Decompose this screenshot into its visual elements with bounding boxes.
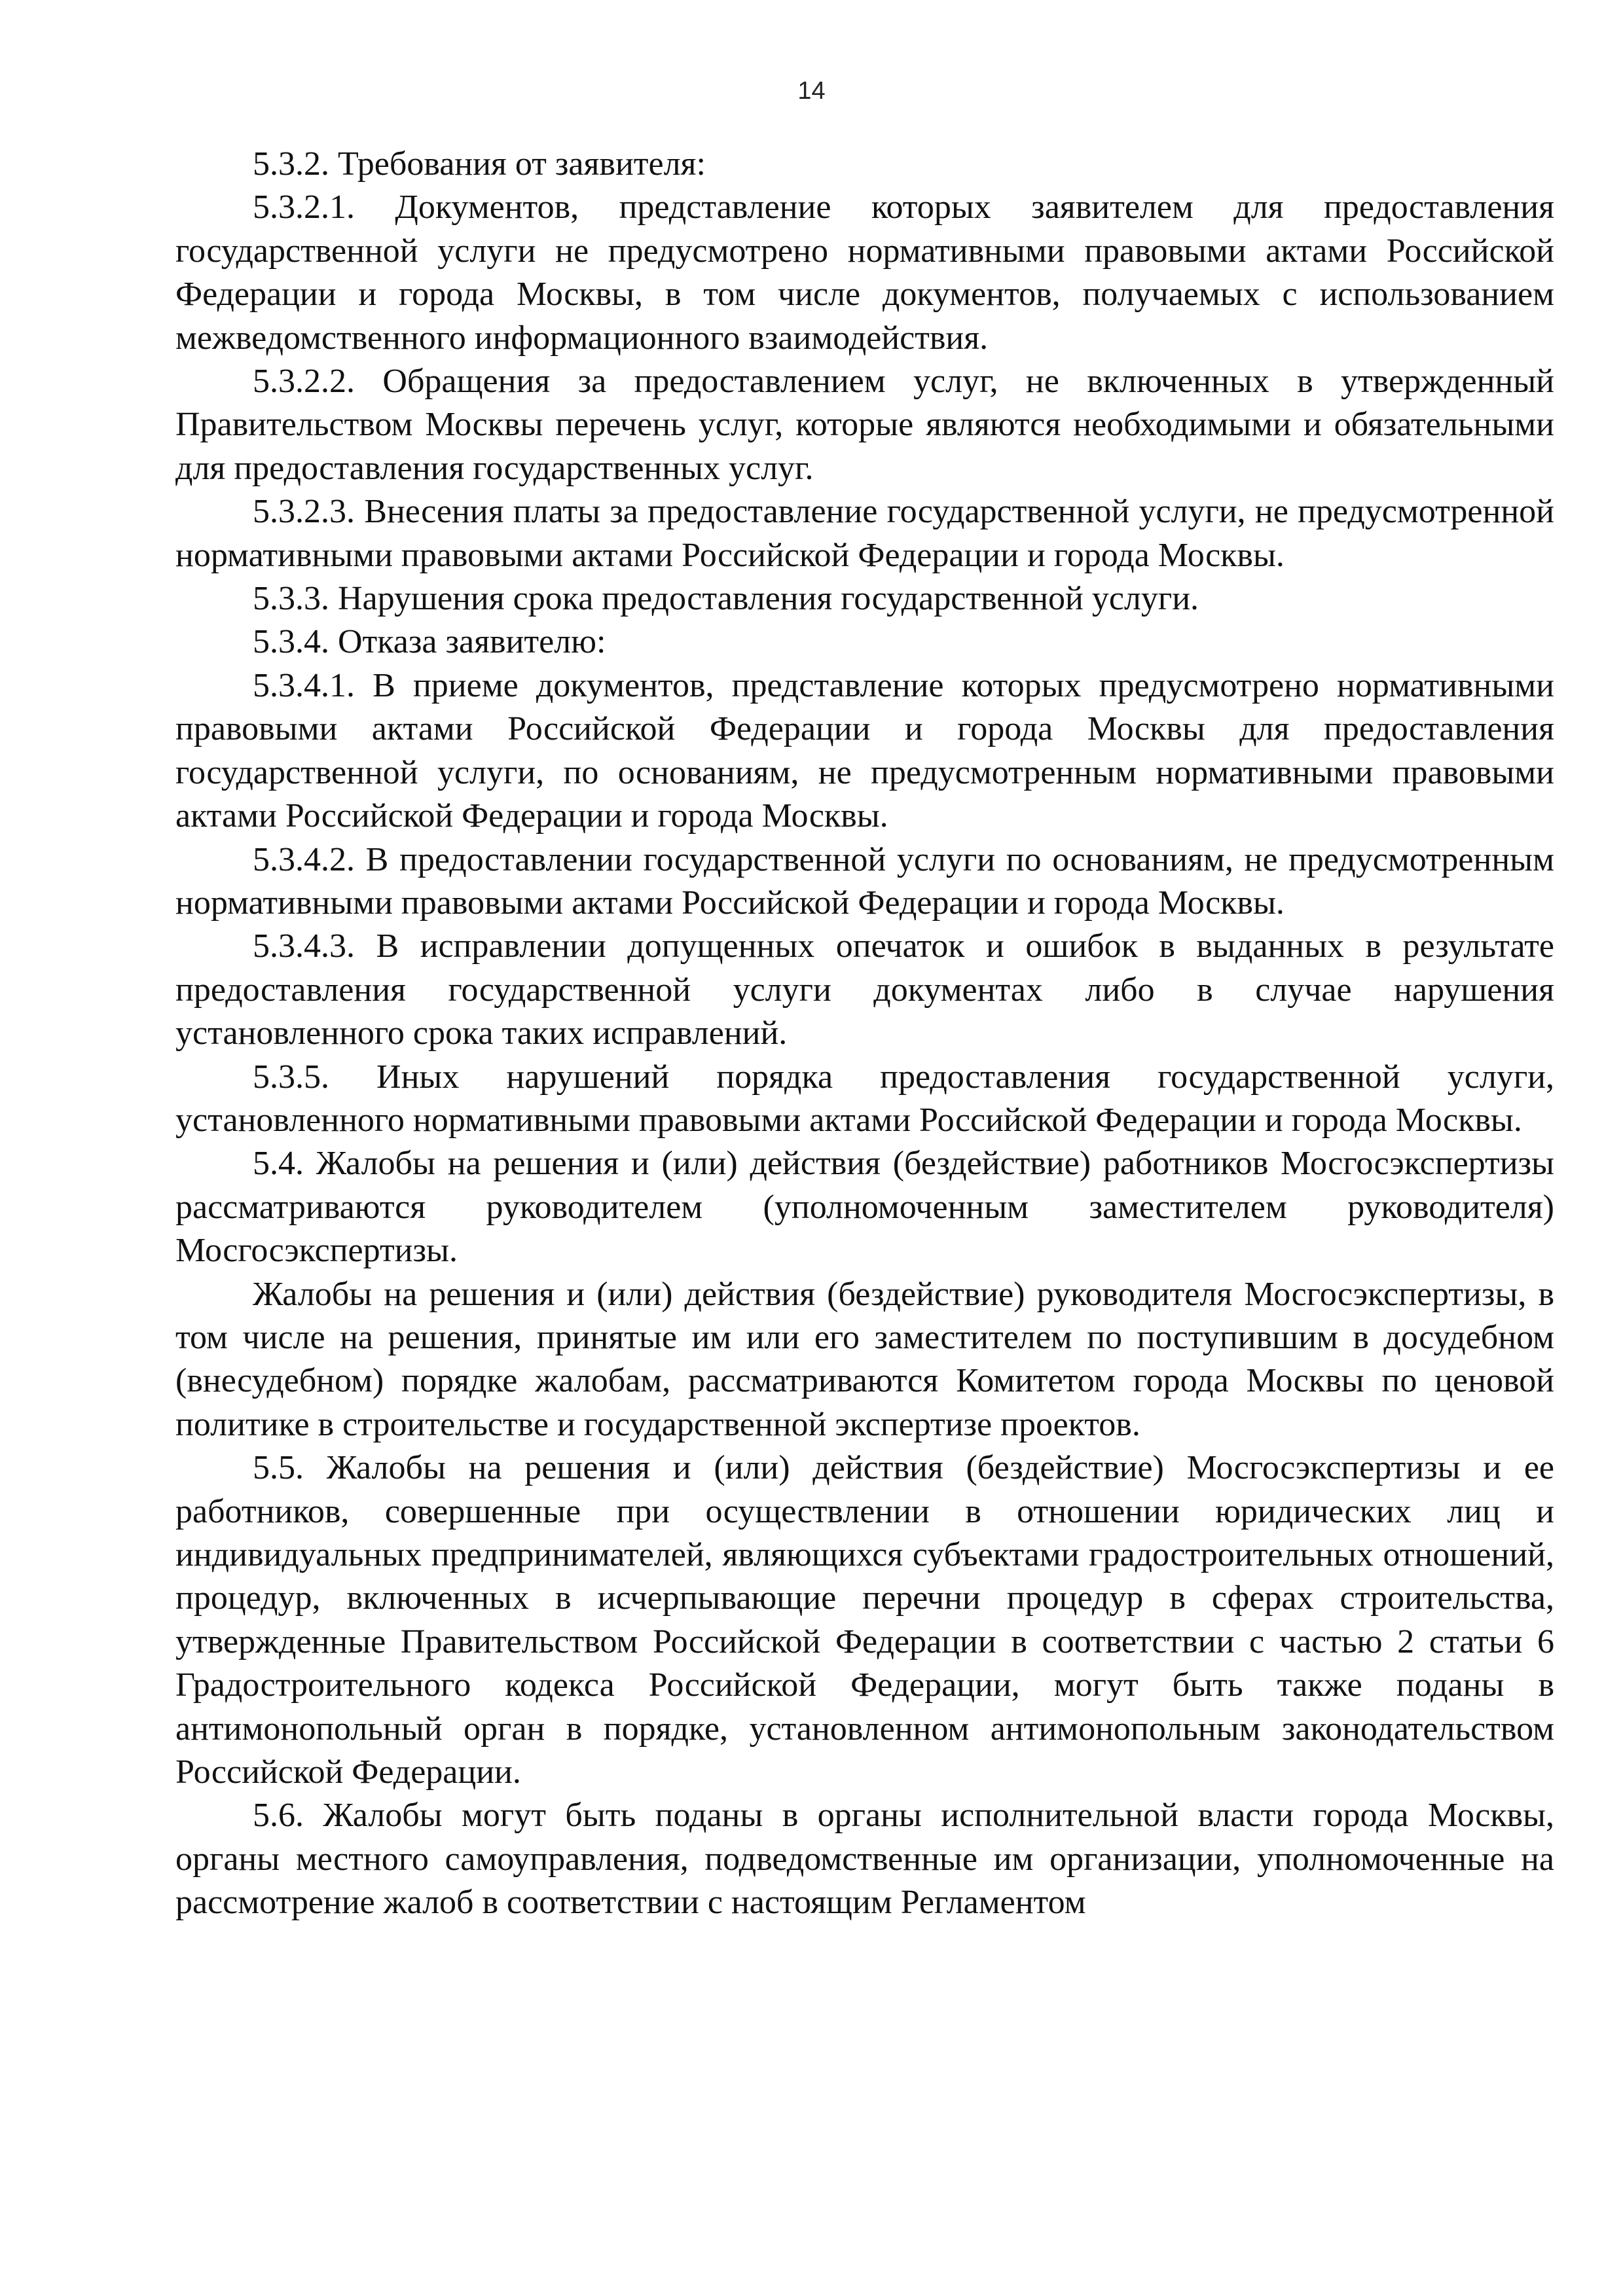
paragraph-5-3-4-1: 5.3.4.1. В приеме документов, представление которых предусмотрено нормативными правовыми актами Российской Федерации и города Москвы для предоставления государственной услуги, по основаниям, не предусмотренным нормативными правовыми актами Российской Федерации и города Москвы.	[175, 666, 1554, 835]
paragraph-5-4-complaints-head: Жалобы на решения и (или) действия (бездействие) руководителя Мосгосэкспертизы, в том числе на решения, принятые им или его заместителем по поступившим в досудебном (внесудебном) порядке жалобам, рассматриваются Комитетом города Москвы по ценовой политике в строительстве и государственной экспертизе проектов.	[175, 1275, 1554, 1443]
paragraph-5-5: 5.5. Жалобы на решения и (или) действия (бездействие) Мосгосэкспертизы и ее работников, совершенные при осуществлении в отношении юридических лиц и индивидуальных предпринимателей, являющихся субъектами градостроительных отношений, процедур, включенных в исчерпывающие перечни процедур в сферах строительства, утвержденные Правительством Российской Федерации в соответствии с частью 2 статьи 6 Градостроительного кодекса Российской Федерации, могут быть также поданы в антимонопольный орган в порядке, установленном антимонопольным законодательством Российской Федерации.	[175, 1449, 1554, 1791]
document-body	[175, 143, 1554, 1925]
paragraph-5-3-3: 5.3.3. Нарушения срока предоставления государственной услуги.	[253, 580, 1199, 618]
paragraph-5-3-4-3: 5.3.4.3. В исправлении допущенных опечаток и ошибок в выданных в результате предоставления государственной услуги документах либо в случае нарушения установленного срока таких исправлений.	[175, 927, 1554, 1052]
paragraph-5-6: 5.6. Жалобы могут быть поданы в органы исполнительной власти города Москвы, органы местного самоуправления, подведомственные им организации, уполномоченные на рассмотрение жалоб в соответствии с настоящим Регламентом	[175, 1797, 1554, 1922]
paragraph-5-3-2-2: 5.3.2.2. Обращения за предоставлением услуг, не включенных в утвержденный Правительством Москвы перечень услуг, которые являются необходимыми и обязательными для предоставления государственных услуг.	[175, 363, 1554, 487]
paragraph-5-4: 5.4. Жалобы на решения и (или) действия (бездействие) работников Мосгосэкспертизы рассматриваются руководителем (уполномоченным заместителем руководителя) Мосгосэкспертизы.	[175, 1145, 1554, 1270]
paragraph-5-3-4: 5.3.4. Отказа заявителю:	[253, 623, 606, 661]
paragraph-5-3-2-3: 5.3.2.3. Внесения платы за предоставление государственной услуги, не предусмотренной нормативными правовыми актами Российской Федерации и города Москвы.	[175, 493, 1554, 574]
page-number: 14	[797, 77, 826, 105]
paragraph-5-3-2-1: 5.3.2.1. Документов, представление которых заявителем для предоставления государственной услуги не предусмотрено нормативными правовыми актами Российской Федерации и города Москвы, в том числе документов, получаемых с использованием межведомственного информационного взаимодействия.	[175, 188, 1554, 357]
paragraph-5-3-4-2: 5.3.4.2. В предоставлении государственной услуги по основаниям, не предусмотренным нормативными правовыми актами Российской Федерации и города Москвы.	[175, 840, 1554, 922]
paragraph-5-3-2: 5.3.2. Требования от заявителя:	[253, 145, 706, 183]
paragraph-5-3-5: 5.3.5. Иных нарушений порядка предоставления государственной услуги, установленного нормативными правовыми актами Российской Федерации и города Москвы.	[175, 1058, 1554, 1139]
